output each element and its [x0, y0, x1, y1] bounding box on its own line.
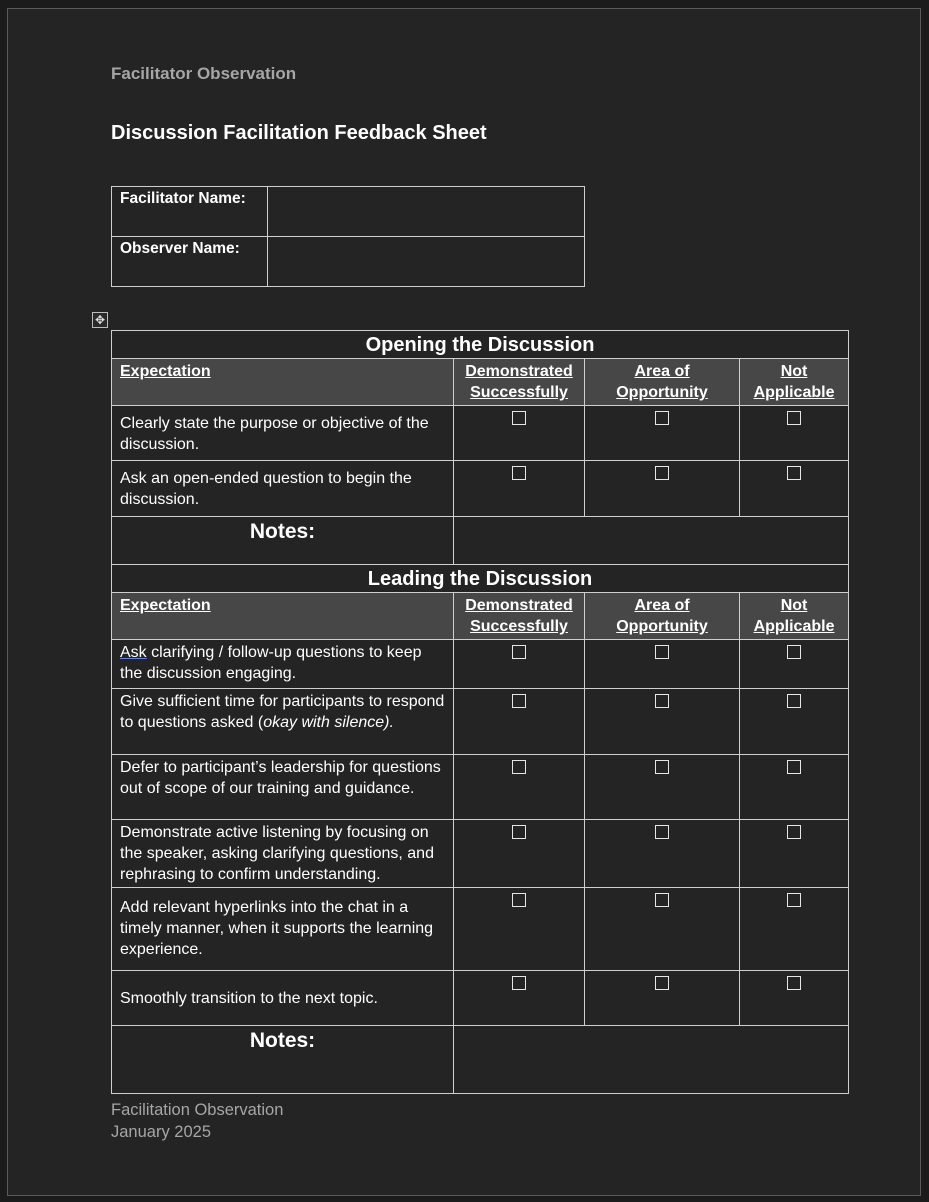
expectation-text: Ask an open-ended question to begin the discussion.	[112, 461, 454, 517]
checkbox-icon[interactable]	[512, 466, 526, 480]
expectation-text: Demonstrate active listening by focusing on the speaker, asking clarifying questions, and rephrasing to confirm understanding.	[112, 820, 454, 888]
checkbox-icon[interactable]	[787, 760, 801, 774]
checkbox-icon[interactable]	[655, 760, 669, 774]
column-header-expectation: Expectation	[112, 359, 454, 406]
footer-title: Facilitation Observation	[111, 1101, 284, 1119]
section-title-opening: Opening the Discussion	[112, 331, 849, 359]
table-row	[112, 755, 849, 820]
notes-label: Notes:	[112, 517, 454, 565]
checkbox-icon[interactable]	[512, 411, 526, 425]
table-row	[112, 406, 849, 461]
column-header-expectation: Expectation	[112, 593, 454, 640]
column-header-area-of-opportunity: Area of Opportunity	[585, 593, 740, 640]
checkbox-icon[interactable]	[512, 760, 526, 774]
checkbox-icon[interactable]	[787, 466, 801, 480]
checkbox-icon[interactable]	[787, 411, 801, 425]
move-arrows-icon[interactable]: ✥	[92, 312, 108, 328]
footer-date: January 2025	[111, 1123, 211, 1141]
table-row	[112, 888, 849, 971]
checkbox-icon[interactable]	[655, 825, 669, 839]
expectation-text: Add relevant hyperlinks into the chat in a timely manner, when it supports the learning experience.	[112, 888, 454, 971]
checkbox-icon[interactable]	[655, 893, 669, 907]
document-title: Discussion Facilitation Feedback Sheet	[111, 122, 487, 144]
feedback-table	[111, 330, 849, 1094]
expectation-text: Defer to participant’s leadership for questions out of scope of our training and guidance.	[112, 755, 454, 820]
checkbox-icon[interactable]	[512, 645, 526, 659]
checkbox-icon[interactable]	[655, 466, 669, 480]
checkbox-icon[interactable]	[512, 893, 526, 907]
notes-field[interactable]	[454, 517, 849, 565]
column-header-area-of-opportunity: Area of Opportunity	[585, 359, 740, 406]
table-row	[112, 640, 849, 689]
checkbox-icon[interactable]	[655, 976, 669, 990]
observer-name-label: Observer Name:	[112, 237, 268, 287]
page-header: Facilitator Observation	[111, 64, 297, 83]
table-row	[112, 461, 849, 517]
column-header-demonstrated: Demonstrated Successfully	[454, 359, 585, 406]
checkbox-icon[interactable]	[655, 694, 669, 708]
names-table	[111, 186, 585, 287]
table-row	[112, 820, 849, 888]
column-header-not-applicable: Not Applicable	[740, 593, 849, 640]
table-row	[112, 971, 849, 1026]
notes-label: Notes:	[112, 1026, 454, 1094]
expectation-text: Smoothly transition to the next topic.	[112, 971, 454, 1026]
checkbox-icon[interactable]	[512, 825, 526, 839]
page-footer	[111, 1099, 283, 1143]
checkbox-icon[interactable]	[787, 893, 801, 907]
facilitator-name-field[interactable]	[268, 187, 585, 237]
expectation-text: Ask clarifying / follow-up questions to keep the discussion engaging.	[112, 640, 454, 689]
checkbox-icon[interactable]	[787, 976, 801, 990]
observer-name-field[interactable]	[268, 237, 585, 287]
expectation-text: Clearly state the purpose or objective of the discussion.	[112, 406, 454, 461]
expectation-text: Give sufficient time for participants to respond to questions asked (okay with silence).	[112, 689, 454, 755]
facilitator-name-label: Facilitator Name:	[112, 187, 268, 237]
checkbox-icon[interactable]	[655, 645, 669, 659]
notes-field[interactable]	[454, 1026, 849, 1094]
checkbox-icon[interactable]	[512, 694, 526, 708]
checkbox-icon[interactable]	[512, 976, 526, 990]
checkbox-icon[interactable]	[787, 825, 801, 839]
checkbox-icon[interactable]	[787, 645, 801, 659]
column-header-demonstrated: Demonstrated Successfully	[454, 593, 585, 640]
notes-row	[112, 517, 849, 565]
checkbox-icon[interactable]	[655, 411, 669, 425]
notes-row	[112, 1026, 849, 1094]
checkbox-icon[interactable]	[787, 694, 801, 708]
section-title-leading: Leading the Discussion	[112, 565, 849, 593]
table-row	[112, 689, 849, 755]
column-header-not-applicable: Not Applicable	[740, 359, 849, 406]
